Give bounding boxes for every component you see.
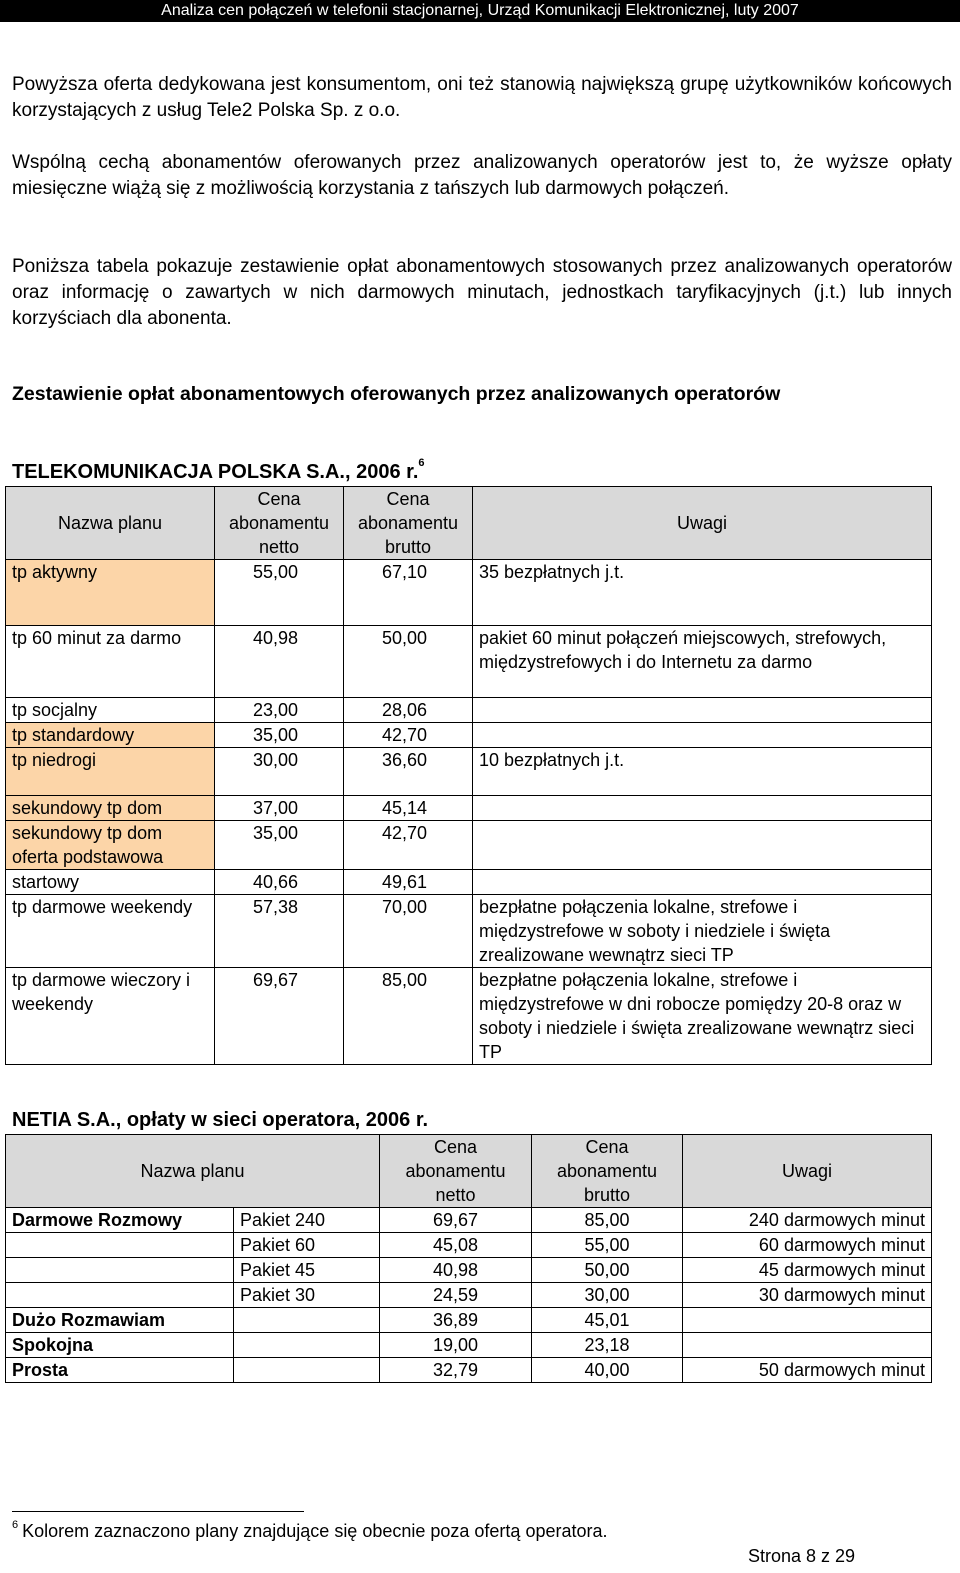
table-header-row (6, 1135, 932, 1208)
price-brutto: 36,60 (344, 748, 473, 796)
plan-notes: 60 darmowych minut (683, 1233, 932, 1258)
price-brutto: 55,00 (532, 1233, 683, 1258)
table-row (6, 895, 932, 968)
plan-name: Prosta (6, 1358, 234, 1383)
price-brutto: 42,70 (344, 723, 473, 748)
table-row (6, 821, 932, 870)
plan-notes: pakiet 60 minut połączeń miejscowych, strefowych, międzystrefowych i do Internetu za darmo (473, 626, 932, 698)
footnote (12, 1521, 608, 1542)
plan-notes (473, 698, 932, 723)
table-row (6, 560, 932, 626)
plan-name: tp standardowy (6, 723, 215, 748)
col-header-brutto: Cena abonamentu brutto (344, 487, 473, 560)
price-netto: 55,00 (215, 560, 344, 626)
plan-name: tp aktywny (6, 560, 215, 626)
package-name (234, 1333, 380, 1358)
plan-name: tp 60 minut za darmo (6, 626, 215, 698)
plan-name: tp socjalny (6, 698, 215, 723)
price-brutto: 30,00 (532, 1283, 683, 1308)
price-netto: 40,98 (215, 626, 344, 698)
price-netto: 57,38 (215, 895, 344, 968)
page-number: Strona 8 z 29 (748, 1546, 856, 1566)
col-header-notes: Uwagi (683, 1135, 932, 1208)
plan-name: startowy (6, 870, 215, 895)
table-row (6, 698, 932, 723)
price-netto: 69,67 (380, 1208, 532, 1233)
plan-notes: 30 darmowych minut (683, 1283, 932, 1308)
tp-table (5, 486, 932, 1065)
col-header-netto: Cena abonamentu netto (215, 487, 344, 560)
tp-table-title-text: TELEKOMUNIKACJA POLSKA S.A., 2006 r. (12, 461, 419, 483)
price-netto: 24,59 (380, 1283, 532, 1308)
netia-table (5, 1134, 932, 1383)
price-netto: 37,00 (215, 796, 344, 821)
price-netto: 23,00 (215, 698, 344, 723)
table-row (6, 1333, 932, 1358)
price-brutto: 42,70 (344, 821, 473, 870)
plan-notes: 45 darmowych minut (683, 1258, 932, 1283)
table-row (6, 1358, 932, 1383)
price-netto: 32,79 (380, 1358, 532, 1383)
package-name: Pakiet 60 (234, 1233, 380, 1258)
price-brutto: 50,00 (344, 626, 473, 698)
price-netto: 40,66 (215, 870, 344, 895)
plan-name (6, 1258, 234, 1283)
table-row (6, 1308, 932, 1333)
plan-notes: 35 bezpłatnych j.t. (473, 560, 932, 626)
table-header-row (6, 487, 932, 560)
plan-notes: bezpłatne połączenia lokalne, strefowe i międzystrefowe w soboty i niedziele i święta zrealizowane wewnątrz sieci TP (473, 895, 932, 968)
document-header: Analiza cen połączeń w telefonii stacjonarnej, Urząd Komunikacji Elektronicznej, luty 2007 (0, 0, 960, 22)
plan-name: Spokojna (6, 1333, 234, 1358)
plan-name: tp darmowe weekendy (6, 895, 215, 968)
plan-name: Darmowe Rozmowy (6, 1208, 234, 1233)
price-brutto: 85,00 (344, 968, 473, 1065)
table-row (6, 1208, 932, 1233)
price-netto: 45,08 (380, 1233, 532, 1258)
price-netto: 40,98 (380, 1258, 532, 1283)
footnote-text: Kolorem zaznaczono plany znajdujące się obecnie poza ofertą operatora. (22, 1521, 608, 1541)
package-name (234, 1358, 380, 1383)
package-name: Pakiet 240 (234, 1208, 380, 1233)
package-name: Pakiet 30 (234, 1283, 380, 1308)
plan-notes (683, 1308, 932, 1333)
plan-notes (473, 796, 932, 821)
plan-name: sekundowy tp dom (6, 796, 215, 821)
table-row (6, 1258, 932, 1283)
footnote-separator (12, 1511, 304, 1512)
price-brutto: 85,00 (532, 1208, 683, 1233)
table-row (6, 796, 932, 821)
footnote-mark: 6 (12, 1519, 19, 1531)
plan-name: sekundowy tp dom oferta podstawowa (6, 821, 215, 870)
paragraph-1: Powyższa oferta dedykowana jest konsumentom, oni też stanowią największą grupę użytkowników końcowych korzystających z usług Tele2 Polska Sp. z o.o. (12, 74, 952, 121)
price-brutto: 49,61 (344, 870, 473, 895)
table-row (6, 748, 932, 796)
col-header-brutto: Cena abonamentu brutto (532, 1135, 683, 1208)
col-header-notes: Uwagi (473, 487, 932, 560)
price-netto: 36,89 (380, 1308, 532, 1333)
plan-name: tp niedrogi (6, 748, 215, 796)
tp-table-title (12, 457, 425, 484)
section-heading: Zestawienie opłat abonamentowych oferowanych przez analizowanych operatorów (12, 383, 781, 405)
plan-name: Dużo Rozmawiam (6, 1308, 234, 1333)
col-header-name: Nazwa planu (6, 1135, 380, 1208)
price-netto: 35,00 (215, 723, 344, 748)
package-name (234, 1308, 380, 1333)
table-row (6, 968, 932, 1065)
plan-notes: 240 darmowych minut (683, 1208, 932, 1233)
table-row (6, 1233, 932, 1258)
price-brutto: 28,06 (344, 698, 473, 723)
price-brutto: 40,00 (532, 1358, 683, 1383)
paragraph-3: Poniższa tabela pokazuje zestawienie opłat abonamentowych stosowanych przez analizowanych operatorów oraz informację o zawartych w nich darmowych minutach, jednostkach taryfikacyjnych (j.t.) lub innych korzyściach dla abonenta. (12, 256, 952, 329)
table-row (6, 1283, 932, 1308)
plan-notes (473, 821, 932, 870)
plan-notes: bezpłatne połączenia lokalne, strefowe i międzystrefowe w dni robocze pomiędzy 20-8 oraz w soboty i niedziele i święta zrealizowane wewnątrz sieci TP (473, 968, 932, 1065)
plan-notes: 10 bezpłatnych j.t. (473, 748, 932, 796)
plan-notes (473, 723, 932, 748)
price-netto: 30,00 (215, 748, 344, 796)
table-row (6, 723, 932, 748)
price-netto: 69,67 (215, 968, 344, 1065)
plan-notes (683, 1333, 932, 1358)
plan-name: tp darmowe wieczory i weekendy (6, 968, 215, 1065)
package-name: Pakiet 45 (234, 1258, 380, 1283)
paragraph-2: Wspólną cechą abonamentów oferowanych przez analizowanych operatorów jest to, że wyższe opłaty miesięczne wiążą się z możliwością korzystania z tańszych lub darmowych połączeń. (12, 152, 952, 199)
netia-table-title: NETIA S.A., opłaty w sieci operatora, 2006 r. (12, 1109, 429, 1131)
price-brutto: 23,18 (532, 1333, 683, 1358)
plan-name (6, 1283, 234, 1308)
plan-name (6, 1233, 234, 1258)
plan-notes: 50 darmowych minut (683, 1358, 932, 1383)
price-brutto: 70,00 (344, 895, 473, 968)
price-brutto: 45,01 (532, 1308, 683, 1333)
price-brutto: 50,00 (532, 1258, 683, 1283)
price-netto: 19,00 (380, 1333, 532, 1358)
plan-notes (473, 870, 932, 895)
price-brutto: 67,10 (344, 560, 473, 626)
col-header-name: Nazwa planu (6, 487, 215, 560)
col-header-netto: Cena abonamentu netto (380, 1135, 532, 1208)
footnote-reference: 6 (418, 457, 425, 469)
price-netto: 35,00 (215, 821, 344, 870)
table-row (6, 626, 932, 698)
price-brutto: 45,14 (344, 796, 473, 821)
table-row (6, 870, 932, 895)
